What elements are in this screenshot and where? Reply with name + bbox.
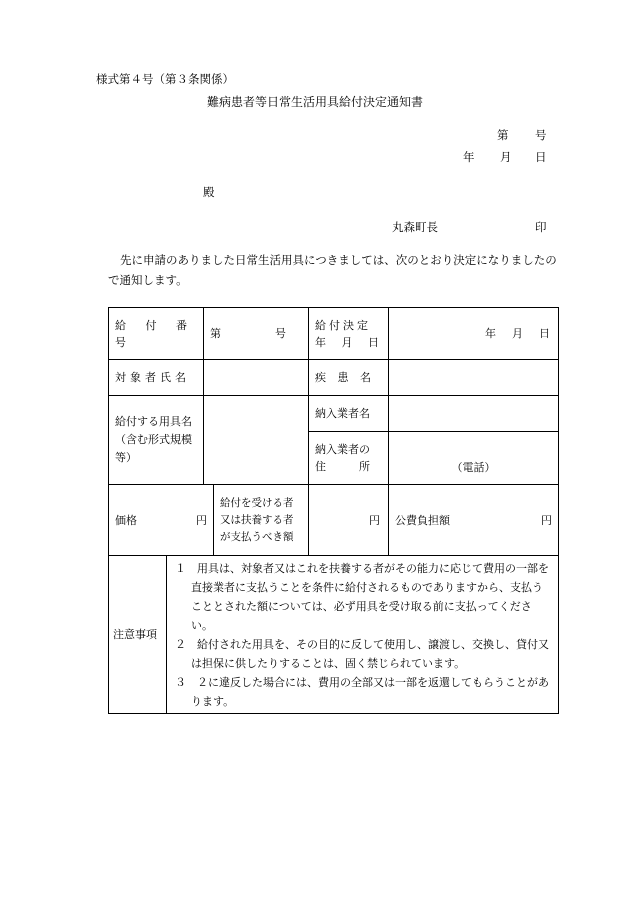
disease-field bbox=[389, 360, 559, 396]
issuer-seal: 印 bbox=[535, 220, 547, 234]
issuer-name: 丸森町長 bbox=[392, 220, 438, 234]
document-title: 難病患者等日常生活用具給付決定通知書 bbox=[206, 95, 423, 109]
decision-table bbox=[108, 307, 559, 714]
recipient-name-field bbox=[204, 360, 309, 396]
label-recipient-name: 対象者氏名 bbox=[109, 360, 204, 396]
date-month: 月 bbox=[500, 150, 512, 164]
date-day: 日 bbox=[535, 150, 547, 164]
notes-content bbox=[167, 556, 559, 714]
item-field bbox=[204, 396, 309, 485]
table-row-amounts bbox=[109, 485, 559, 556]
supplier-address-field bbox=[389, 432, 559, 485]
price-field: 価格 円 bbox=[109, 485, 214, 556]
reference-go: 号 bbox=[535, 128, 547, 142]
label-notes: 注意事項 bbox=[109, 556, 167, 714]
table-row-notes bbox=[109, 556, 559, 714]
grant-number-field: 第 号 bbox=[204, 308, 309, 360]
supplier-name-field bbox=[389, 396, 559, 432]
public-burden-field: 公費負担額 円 bbox=[389, 485, 559, 556]
copayment-field: 円 bbox=[309, 485, 389, 556]
label-decision-date: 給付決定 年 月 日 bbox=[309, 308, 389, 360]
label-grant-number: 給 付 番 号 bbox=[109, 308, 204, 360]
phone-label: （電話） bbox=[451, 461, 496, 474]
label-item: 給付する用具名（含む形式規模等） bbox=[109, 396, 204, 485]
reference-dai: 第 bbox=[497, 128, 509, 142]
label-copayment: 給付を受ける者 又は扶養する者 が支払うべき額 bbox=[214, 485, 309, 556]
label-supplier-address: 納入業者の 住 所 bbox=[309, 432, 389, 485]
table-row-item bbox=[109, 396, 559, 432]
addressee-honorific: 殿 bbox=[203, 185, 215, 199]
decision-date-field: 年 月 日 bbox=[389, 308, 559, 360]
note-item: １ 用具は、対象者又はこれを扶養する者がその能力に応じて費用の一部を直接業者に支払うことを条件に給付されるものでありますから、支払うこととされた額については、必ず用具を受け取る前に支払ってください。 bbox=[175, 561, 549, 632]
notice-body-text: 先に申請のありました日常生活用具につきましては、次のとおり決定になりましたので通知します。 bbox=[108, 253, 557, 287]
note-item: ３ ２に違反した場合には、費用の全部又は一部を返還してもらうことがあります。 bbox=[175, 675, 549, 708]
table-row-grant-number bbox=[109, 308, 559, 360]
label-disease: 疾 患 名 bbox=[309, 360, 389, 396]
label-supplier-name: 納入業者名 bbox=[309, 396, 389, 432]
note-item: ２ 給付された用具を、その目的に反して使用し、譲渡し、交換し、貸付又は担保に供したりすることは、固く禁じられています。 bbox=[175, 637, 549, 670]
table-row-name bbox=[109, 360, 559, 396]
date-year: 年 bbox=[463, 150, 475, 164]
form-number: 様式第４号（第３条関係） bbox=[96, 72, 234, 86]
